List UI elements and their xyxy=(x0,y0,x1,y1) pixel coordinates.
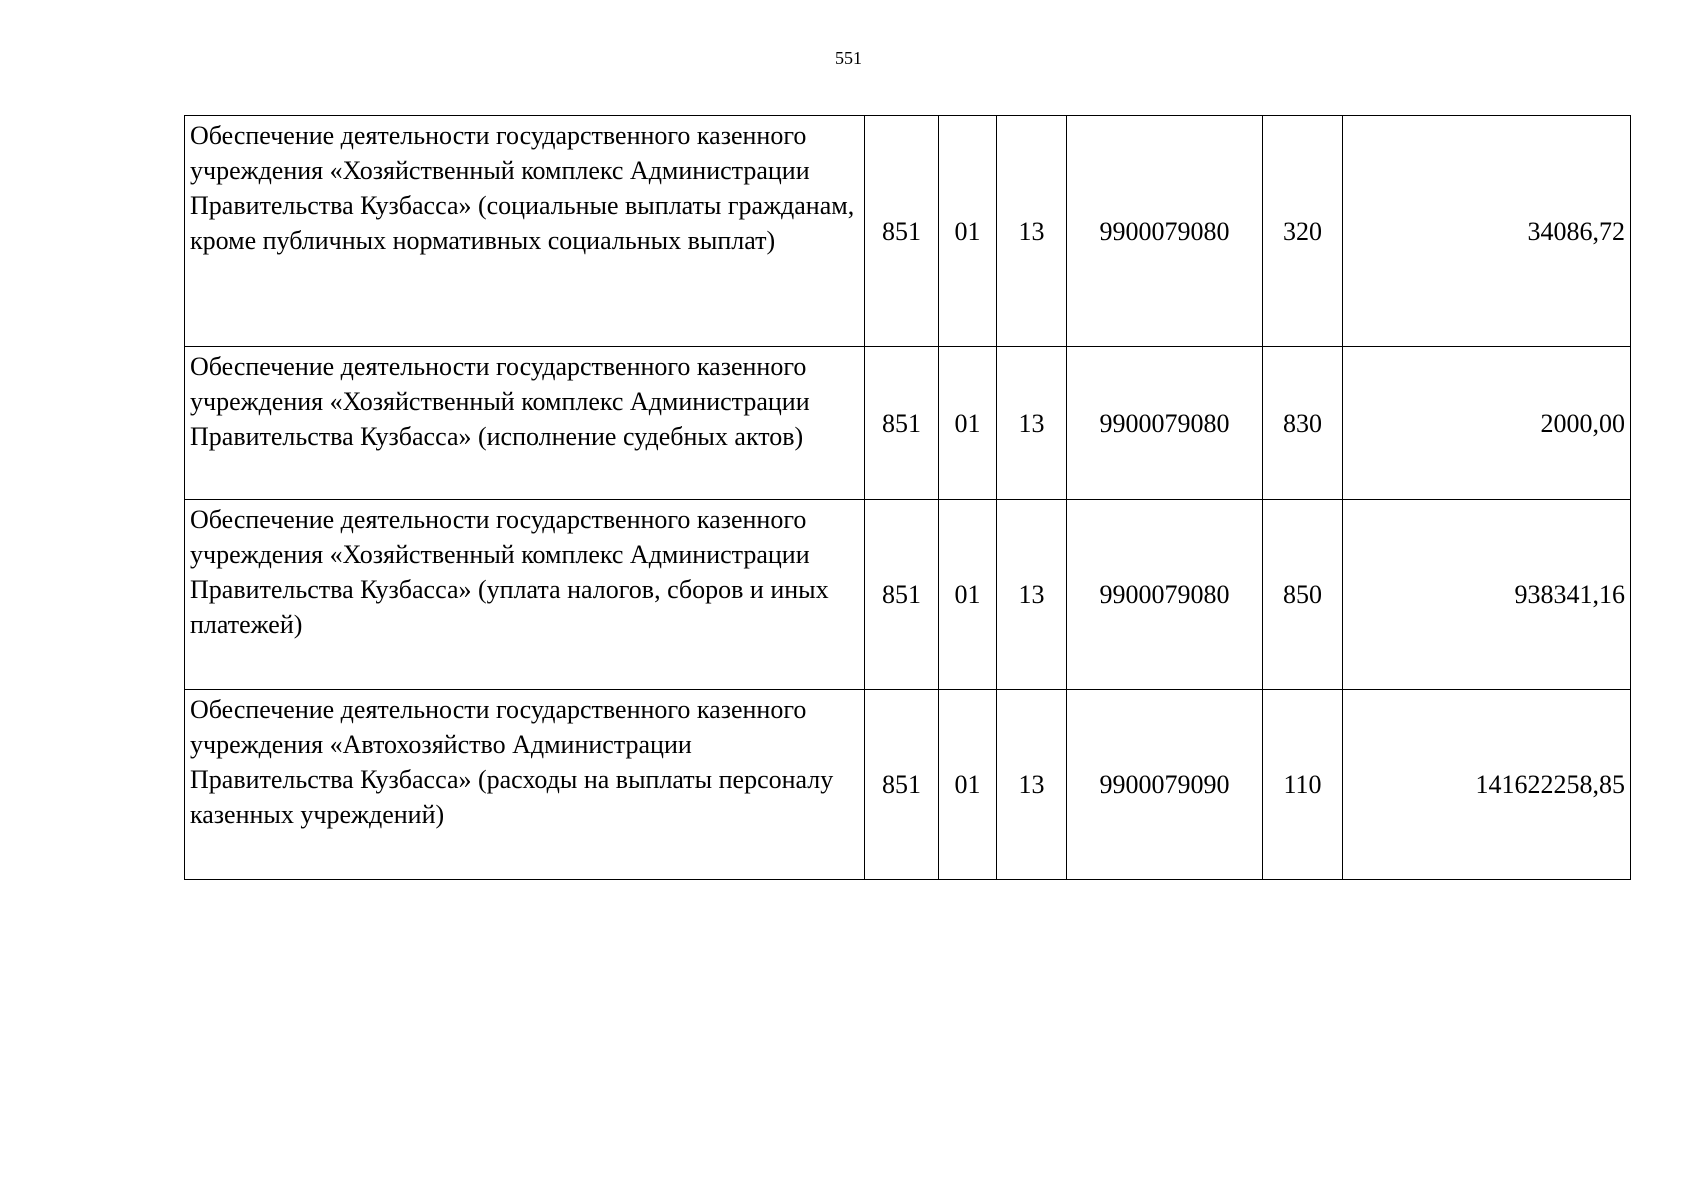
ministry-code: 851 xyxy=(865,690,939,880)
row-description: Обеспечение деятельности государственного казенного учреждения «Хозяйственный комплекс Администрации Правительства Кузбасса» (исполнение судебных актов) xyxy=(185,347,865,500)
ministry-code: 851 xyxy=(865,116,939,347)
table-row xyxy=(185,347,1631,500)
row-description: Обеспечение деятельности государственного казенного учреждения «Автохозяйство Администрации Правительства Кузбасса» (расходы на выплаты персоналу казенных учреждений) xyxy=(185,690,865,880)
section-code: 01 xyxy=(939,116,997,347)
table-row xyxy=(185,690,1631,880)
target-article-code: 9900079080 xyxy=(1067,347,1263,500)
table-row xyxy=(185,116,1631,347)
section-code: 01 xyxy=(939,690,997,880)
section-code: 01 xyxy=(939,500,997,690)
target-article-code: 9900079080 xyxy=(1067,500,1263,690)
table-row xyxy=(185,500,1631,690)
ministry-code: 851 xyxy=(865,347,939,500)
expense-type-code: 110 xyxy=(1263,690,1343,880)
subsection-code: 13 xyxy=(997,690,1067,880)
amount: 938341,16 xyxy=(1343,500,1631,690)
section-code: 01 xyxy=(939,347,997,500)
expense-type-code: 320 xyxy=(1263,116,1343,347)
page-number: 551 xyxy=(835,48,862,68)
expense-type-code: 850 xyxy=(1263,500,1343,690)
subsection-code: 13 xyxy=(997,116,1067,347)
subsection-code: 13 xyxy=(997,500,1067,690)
budget-table xyxy=(184,115,1631,880)
subsection-code: 13 xyxy=(997,347,1067,500)
amount: 34086,72 xyxy=(1343,116,1631,347)
target-article-code: 9900079080 xyxy=(1067,116,1263,347)
amount: 2000,00 xyxy=(1343,347,1631,500)
ministry-code: 851 xyxy=(865,500,939,690)
row-description: Обеспечение деятельности государственного казенного учреждения «Хозяйственный комплекс Администрации Правительства Кузбасса» (уплата налогов, сборов и иных платежей) xyxy=(185,500,865,690)
expense-type-code: 830 xyxy=(1263,347,1343,500)
row-description: Обеспечение деятельности государственного казенного учреждения «Хозяйственный комплекс Администрации Правительства Кузбасса» (социальные выплаты гражданам, кроме публичных нормативных социальных выплат) xyxy=(185,116,865,347)
target-article-code: 9900079090 xyxy=(1067,690,1263,880)
amount: 141622258,85 xyxy=(1343,690,1631,880)
